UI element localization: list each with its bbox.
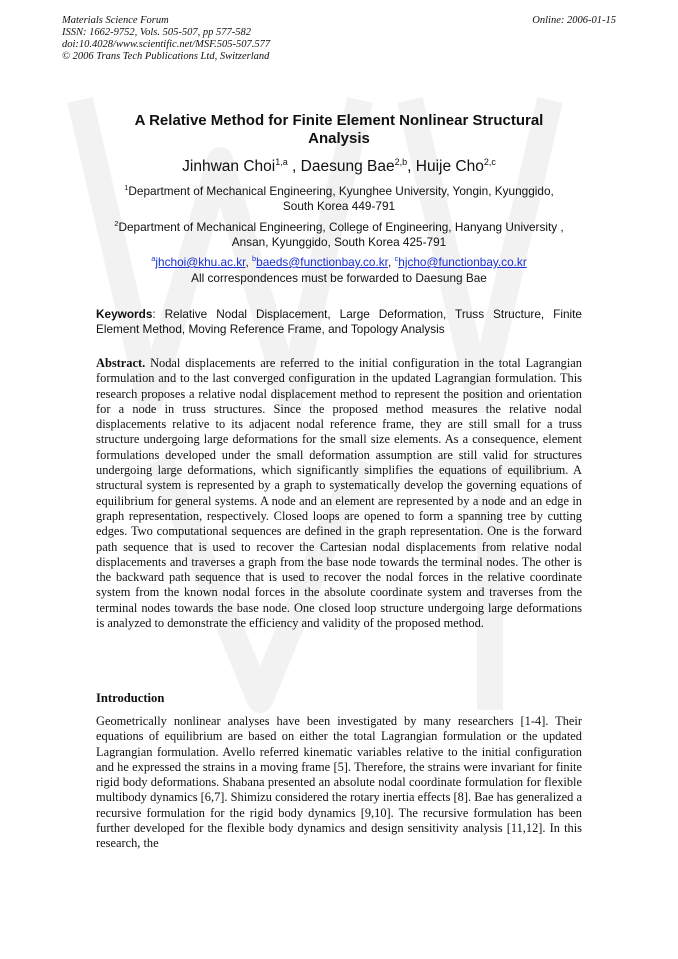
affiliation-line: Ansan, Kyunggido, South Korea 425-791	[231, 234, 447, 249]
abstract-text: Nodal displacements are referred to the initial configuration in the total Lagrangian formulation and to the last converged configuration in the updated Lagrangian formulation. This research proposes a relative nodal displacement method to represent the position and orientation for a node in truss structures. Since the proposed method measures the relative nodal displacements relative to its adjacent nodal reference frame, they are still small for a truss structure undergoing large deformations for the small size elements. As a consequence, element formulations developed under the small deformation assumption are still valid for structures undergoing large deformations, which significantly simplifies the equations of equilibrium. A structural system is represented by a graph to systematically develop the governing equations of equilibrium for general systems. A node and an element are represented by a node and an edge in graph representation, respectively. Closed loops are opened to form a spanning tree by cutting edges. Two computational sequences are defined in the graph representation. One is the forward path sequence that is used to recover the Cartesian nodal displacements from relative nodal displacements and traverses a graph from the base node towards the terminal nodes. The other is the backward path sequence that is used to recover the nodal forces in the relative coordinate system from the known nodal forces in the absolute coordinate system and traverses from the terminal nodes towards the base node. One closed loop structure undergoing large deformations is analyzed to demonstrate the efficiency and validity of the proposed method.	[96, 356, 582, 631]
email-superscript: a	[151, 254, 156, 263]
affiliation-line: Department of Mechanical Engineering, Kyunghee University, Yongin, Kyunggido,	[128, 183, 554, 198]
email-separator: ,	[387, 254, 395, 269]
paper-title	[96, 112, 582, 148]
keywords-block	[96, 307, 582, 337]
email-list	[96, 251, 582, 270]
correspondence-note: All correspondences must be forwarded to Daesung Bae	[191, 271, 487, 285]
affiliation-1	[96, 180, 582, 214]
author-name: Huije Cho	[415, 158, 484, 176]
journal-name: Materials Science Forum	[62, 15, 169, 26]
section-heading-introduction: Introduction	[96, 691, 165, 705]
affiliation-2	[96, 216, 582, 250]
author-name: Daesung Bae	[300, 158, 395, 176]
affiliation-line: Department of Mechanical Engineering, College of Engineering, Hanyang University ,	[118, 219, 564, 234]
email-link[interactable]: hjcho@functionbay.co.kr	[398, 254, 527, 269]
author-superscript: 2,c	[483, 157, 496, 167]
title-line-1: A Relative Method for Finite Element Nonlinear Structural	[134, 112, 544, 129]
online-date: Online: 2006-01-15	[532, 15, 616, 26]
doi-line: doi:10.4028/www.scientific.net/MSF.505-507.577	[62, 39, 271, 50]
author-separator: ,	[407, 158, 416, 176]
introduction-paragraph: Geometrically nonlinear analyses have been investigated by many researchers [1-4]. Their equations of equilibrium are based on either the total Lagrangian formulation or the updated Lagrangian formulation. Avello referred kinematic variables relative to the initial configuration and he expressed the strains in a moving frame [5]. Therefore, the strains were invariant for finite rigid body deformations. Shabana presented an absolute nodal coordinate formulation for flexible multibody dynamics [6,7]. Shimizu considered the rotary inertia effects [8]. Bae has generalized a recursive formulation for the rigid body dynamics [9,10]. The recursive formulation has been further developed for the flexible body dynamics and design sensitivity analysis [11,12]. In this research, the	[96, 714, 582, 851]
issn-line: ISSN: 1662-9752, Vols. 505-507, pp 577-582	[62, 27, 251, 38]
email-separator: ,	[245, 254, 252, 269]
journal-header	[62, 15, 270, 63]
title-line-2: Analysis	[308, 130, 370, 147]
affiliation-superscript: 1	[124, 183, 129, 192]
email-link[interactable]: jhchoi@khu.ac.kr	[155, 254, 246, 269]
affiliation-superscript: 2	[114, 219, 119, 228]
author-separator: ,	[287, 158, 301, 176]
email-link[interactable]: baeds@functionbay.co.kr	[256, 254, 388, 269]
author-superscript: 1,a	[275, 157, 288, 167]
abstract-label: Abstract.	[96, 356, 146, 370]
author-name: Jinhwan Choi	[182, 158, 276, 176]
author-list	[96, 152, 582, 177]
keywords-text: : Relative Nodal Displacement, Large Deformation, Truss Structure, Finite Element Method, Moving Reference Frame, and Topology Analysis	[96, 307, 582, 336]
email-superscript: c	[394, 254, 399, 263]
author-superscript: 2,b	[394, 157, 408, 167]
copyright-line: © 2006 Trans Tech Publications Ltd, Switzerland	[62, 51, 270, 62]
affiliation-line: South Korea 449-791	[282, 198, 396, 213]
email-superscript: b	[252, 254, 257, 263]
abstract-paragraph	[96, 356, 582, 631]
keywords-label: Keywords	[96, 307, 153, 321]
